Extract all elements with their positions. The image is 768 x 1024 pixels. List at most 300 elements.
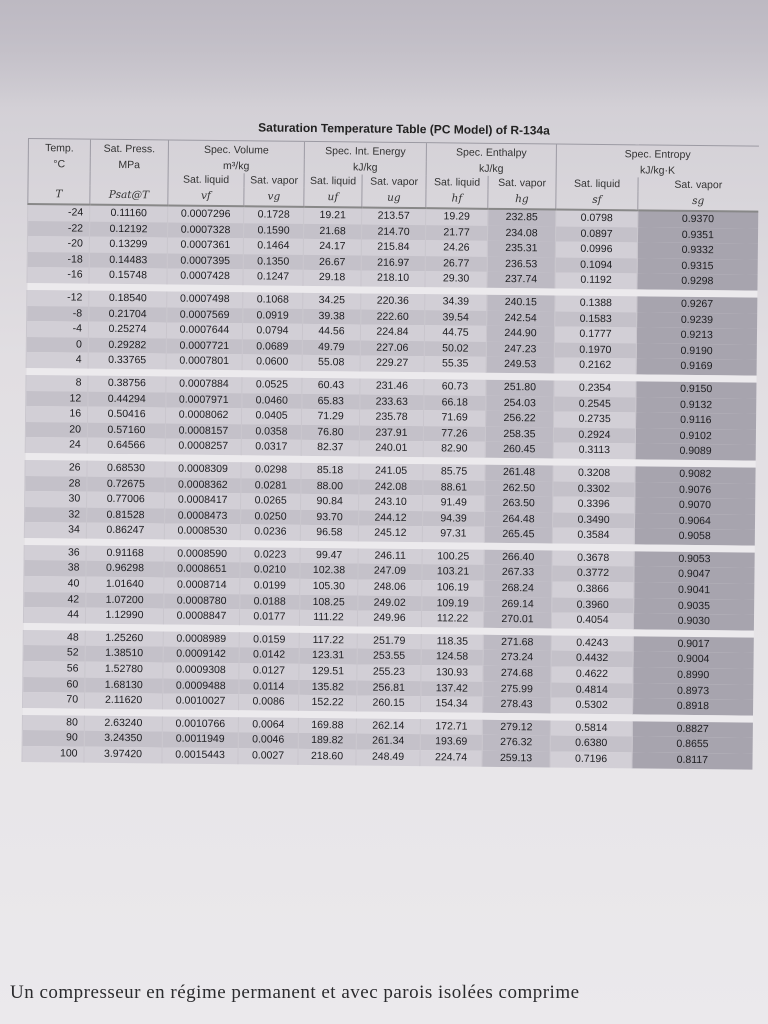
- table-cell: 0.0188: [240, 594, 300, 610]
- table-cell: 0.1247: [243, 270, 303, 286]
- table-cell: 0.0008590: [164, 546, 240, 562]
- table-cell: 0.12192: [89, 221, 167, 237]
- table-cell: 0.9213: [636, 328, 756, 345]
- table-cell: 0.9239: [637, 312, 757, 329]
- table-cell: 88.00: [301, 478, 359, 494]
- table-cell: 0.0250: [240, 509, 300, 525]
- table-cell: 0.0007428: [167, 269, 243, 285]
- table-cell: 90: [22, 730, 84, 746]
- header-vg-label: Sat. vapor: [244, 173, 304, 188]
- table-cell: -12: [27, 290, 89, 306]
- table-cell: 0.0689: [242, 339, 302, 355]
- table-cell: 0.0460: [242, 393, 302, 409]
- table-cell: 224.84: [360, 325, 424, 341]
- table-cell: 275.99: [483, 681, 551, 697]
- table-cell: 40: [24, 576, 86, 592]
- table-cell: 0.0007644: [166, 323, 242, 339]
- table-cell: 91.49: [423, 495, 485, 511]
- table-cell: 0.0008362: [165, 477, 241, 493]
- header-blank-1: [28, 171, 90, 186]
- table-cell: 269.14: [484, 596, 552, 612]
- table-cell: 34: [24, 522, 86, 538]
- table-cell: 0.9116: [636, 413, 756, 430]
- table-cell: 8: [26, 375, 88, 391]
- table-cell: 0.0007328: [167, 222, 243, 238]
- table-cell: 0.11160: [90, 205, 168, 222]
- table-cell: 242.08: [359, 479, 423, 495]
- table-cell: 0.0010766: [162, 716, 238, 732]
- table-cell: 244.90: [486, 326, 554, 342]
- table-cell: 124.58: [421, 650, 483, 666]
- table-cell: 0.2545: [554, 396, 636, 412]
- header-hg-symbol: hg: [488, 190, 556, 210]
- table-cell: 0.0127: [239, 663, 299, 679]
- table-cell: 260.45: [485, 442, 553, 458]
- table-cell: 264.48: [484, 511, 552, 527]
- table-cell: 0.5814: [550, 720, 632, 736]
- table-cell: 24.17: [303, 239, 361, 255]
- header-press: Sat. Press.: [90, 139, 168, 158]
- table-cell: 231.46: [360, 378, 424, 394]
- table-cell: 0.3584: [552, 528, 634, 544]
- table-cell: 105.30: [300, 579, 358, 595]
- table-cell: 0.1728: [244, 206, 304, 223]
- header-enthalpy-label: Spec. Enthalpy: [456, 146, 527, 160]
- table-cell: 36: [24, 545, 86, 561]
- header-ug-symbol: ug: [362, 189, 426, 209]
- table-cell: 0.0008257: [165, 439, 241, 455]
- table-cell: 1.38510: [85, 646, 163, 662]
- table-cell: 0.9004: [633, 652, 753, 669]
- table-cell: 261.34: [356, 734, 420, 750]
- table-cell: 0.3302: [553, 481, 635, 497]
- table-cell: 0.0405: [242, 408, 302, 424]
- table-cell: 0.8117: [632, 752, 752, 769]
- table-cell: 60: [23, 677, 85, 693]
- table-cell: 0.3772: [552, 566, 634, 582]
- table-cell: 0.50416: [88, 407, 166, 423]
- table-cell: 29.18: [303, 270, 361, 286]
- table-cell: 236.53: [487, 257, 555, 273]
- header-press-unit: MPa: [90, 158, 168, 173]
- table-cell: 0.0007971: [166, 392, 242, 408]
- table-cell: 0.0007395: [167, 253, 243, 269]
- table-cell: -20: [27, 236, 89, 252]
- table-body: [22, 204, 758, 769]
- table-cell: 0.9017: [633, 636, 753, 653]
- table-cell: 0.72675: [87, 476, 165, 492]
- table-cell: 26.77: [425, 256, 487, 272]
- table-cell: 65.83: [302, 393, 360, 409]
- table-cell: 241.05: [359, 463, 423, 479]
- table-cell: 0.0008530: [164, 524, 240, 540]
- table-cell: 90.84: [301, 494, 359, 510]
- table-cell: 0.3866: [552, 582, 634, 598]
- table-cell: 48: [23, 630, 85, 646]
- table-cell: 245.12: [358, 526, 422, 542]
- table-cell: 0.4054: [551, 613, 633, 629]
- header-hf-label: Sat. liquid: [426, 175, 488, 190]
- table-cell: 251.80: [486, 380, 554, 396]
- table-cell: 77.26: [423, 426, 485, 442]
- table-cell: 49.79: [302, 340, 360, 356]
- table-cell: 109.19: [422, 596, 484, 612]
- table-cell: 260.15: [357, 696, 421, 712]
- table-cell: 0.0358: [241, 424, 301, 440]
- table-cell: 0.0008780: [164, 593, 240, 609]
- table-cell: 0.1192: [555, 273, 637, 289]
- header-temp-symbol: T: [28, 185, 90, 205]
- table-cell: 29.30: [425, 272, 487, 288]
- table-cell: 0.77006: [87, 492, 165, 508]
- table-cell: 274.68: [483, 666, 551, 682]
- table-cell: 216.97: [361, 255, 425, 271]
- table-cell: 220.36: [361, 293, 425, 309]
- table-cell: 249.02: [358, 595, 422, 611]
- table-cell: 19.29: [426, 208, 488, 225]
- table-cell: 56: [23, 661, 85, 677]
- table-cell: 30: [25, 491, 87, 507]
- table-cell: 0.91168: [86, 546, 164, 562]
- table-cell: 237.91: [359, 425, 423, 441]
- table-cell: 0.0007361: [167, 238, 243, 254]
- table-cell: 0.0009308: [163, 662, 239, 678]
- table-cell: 268.24: [484, 581, 552, 597]
- table-cell: 0.8827: [632, 721, 752, 738]
- table-cell: 255.23: [357, 665, 421, 681]
- table-cell: 0.1583: [555, 311, 637, 327]
- table-cell: 0.44294: [88, 391, 166, 407]
- table-cell: 88.61: [423, 480, 485, 496]
- table-cell: 0.0142: [239, 648, 299, 664]
- table-cell: 0.9102: [635, 428, 755, 445]
- table-cell: 0.86247: [86, 523, 164, 539]
- table-cell: 0.0064: [238, 717, 298, 733]
- table-cell: 169.88: [298, 718, 356, 734]
- table-cell: 267.33: [484, 565, 552, 581]
- table-cell: 227.06: [360, 340, 424, 356]
- table-cell: 246.11: [358, 548, 422, 564]
- table-cell: 247.23: [486, 342, 554, 358]
- table-cell: 0.7196: [550, 752, 632, 768]
- table-cell: 135.82: [299, 679, 357, 695]
- table-cell: 0.9267: [637, 296, 757, 313]
- table-cell: 215.84: [361, 240, 425, 256]
- table-cell: 0.0996: [555, 242, 637, 258]
- table-cell: 0.0798: [556, 210, 638, 227]
- table-cell: 24.26: [425, 240, 487, 256]
- table-cell: 218.10: [361, 271, 425, 287]
- table-cell: 34.39: [425, 294, 487, 310]
- table-cell: 265.45: [484, 527, 552, 543]
- header-hg-label: Sat. vapor: [488, 176, 556, 191]
- table-cell: 0.96298: [86, 561, 164, 577]
- table-cell: 44.75: [424, 325, 486, 341]
- table-cell: 0.1068: [243, 292, 303, 308]
- table-cell: 0.9190: [636, 343, 756, 360]
- table-cell: 244.12: [358, 510, 422, 526]
- table-cell: 0.0007884: [166, 376, 242, 392]
- table-cell: 55.35: [424, 357, 486, 373]
- table-cell: 0.9047: [634, 567, 754, 584]
- table-cell: 172.71: [420, 719, 482, 735]
- table-cell: 248.49: [356, 749, 420, 765]
- table-cell: 117.22: [299, 633, 357, 649]
- table-cell: 0.9169: [636, 359, 756, 376]
- table-cell: 1.25260: [85, 630, 163, 646]
- table-cell: 0.0010027: [163, 694, 239, 710]
- table-cell: 42: [24, 592, 86, 608]
- table-cell: 0.0008473: [164, 508, 240, 524]
- table-cell: 249.53: [486, 357, 554, 373]
- table-cell: 259.13: [482, 751, 550, 767]
- table-cell: 0.0027: [238, 748, 298, 764]
- table-cell: 0.0008714: [164, 578, 240, 594]
- table-cell: 0.0008309: [165, 461, 241, 477]
- header-volume-label: Spec. Volume: [203, 143, 269, 157]
- table-cell: 0.4432: [551, 651, 633, 667]
- table-cell: 0.0317: [241, 440, 301, 456]
- header-sf-label: Sat. liquid: [556, 177, 638, 192]
- header-uf-label: Sat. liquid: [304, 174, 362, 189]
- table-cell: 99.47: [300, 548, 358, 564]
- header-uf-symbol: uf: [304, 188, 362, 208]
- table-cell: 0.2162: [554, 358, 636, 374]
- table-cell: 0.9058: [634, 529, 754, 546]
- table-cell: 0.2735: [554, 412, 636, 428]
- table-cell: 108.25: [300, 595, 358, 611]
- table-cell: 80: [22, 715, 84, 731]
- header-sg-label: Sat. vapor: [638, 177, 758, 192]
- table-cell: 0.8918: [633, 699, 753, 716]
- table-cell: 0.3960: [552, 597, 634, 613]
- table-title: Saturation Temperature Table (PC Model) of R-134a: [258, 120, 550, 138]
- header-vg-symbol: vg: [244, 187, 304, 207]
- table-cell: 251.79: [357, 633, 421, 649]
- table-cell: 152.22: [299, 695, 357, 711]
- r134a-saturation-table: [21, 138, 758, 769]
- table-cell: 0.0008847: [163, 609, 239, 625]
- table-cell: 0.0008651: [164, 562, 240, 578]
- table-cell: 85.75: [423, 464, 485, 480]
- table-cell: 0.4814: [551, 682, 633, 698]
- table-cell: 0.2924: [553, 427, 635, 443]
- table-cell: 263.50: [485, 496, 553, 512]
- table-cell: 154.34: [421, 696, 483, 712]
- table-cell: 130.93: [421, 665, 483, 681]
- table-cell: 0.38756: [88, 376, 166, 392]
- table-cell: 21.68: [303, 223, 361, 239]
- table-cell: 235.31: [487, 241, 555, 257]
- table-cell: 32: [24, 507, 86, 523]
- table-cell: 0.9370: [638, 210, 758, 228]
- table-cell: 233.63: [360, 394, 424, 410]
- table-cell: 0.9150: [636, 381, 756, 398]
- table-cell: 258.35: [485, 427, 553, 443]
- table-cell: 0.3396: [553, 497, 635, 513]
- table-cell: 0.0007296: [168, 205, 244, 222]
- table-cell: 237.74: [487, 272, 555, 288]
- header-energy: [304, 141, 426, 161]
- table-cell: 0.9315: [637, 258, 757, 275]
- table-cell: 0.3113: [553, 443, 635, 459]
- table-cell: 19.21: [304, 207, 362, 224]
- table-cell: 0.81528: [86, 507, 164, 523]
- table-cell: 0.0210: [240, 563, 300, 579]
- table-cell: 0.1970: [554, 342, 636, 358]
- table-cell: 0.9076: [635, 482, 755, 499]
- table-cell: 0.0177: [239, 609, 299, 625]
- table-cell: 0.0794: [242, 323, 302, 339]
- table-cell: 55.08: [302, 355, 360, 371]
- table-cell: 0.0011949: [162, 732, 238, 748]
- table-cell: 0.0525: [242, 377, 302, 393]
- header-vf-label: Sat. liquid: [168, 172, 244, 187]
- table-cell: 76.80: [301, 425, 359, 441]
- header-enthalpy-unit: kJ/kg: [426, 161, 556, 176]
- header-press-symbol: Psat@T: [90, 186, 168, 206]
- table-cell: 0.0265: [241, 493, 301, 509]
- table-cell: 0.0046: [238, 733, 298, 749]
- table-cell: 0.0007801: [166, 354, 242, 370]
- table-cell: 0.9041: [634, 582, 754, 599]
- table-cell: 1.68130: [85, 677, 163, 693]
- header-hf-symbol: hf: [426, 189, 488, 209]
- table-cell: 0.6380: [550, 736, 632, 752]
- table-cell: 0.3678: [552, 550, 634, 566]
- table-cell: 34.25: [303, 293, 361, 309]
- table-cell: 0.9351: [637, 227, 757, 244]
- table-cell: 0.64566: [87, 438, 165, 454]
- table-cell: 0.1590: [243, 223, 303, 239]
- header-vf-symbol: vf: [168, 186, 244, 206]
- table-cell: 0.9053: [634, 551, 754, 568]
- header-ug-label: Sat. vapor: [362, 175, 426, 190]
- table-cell: 0.9035: [634, 598, 754, 615]
- table-cell: 240.15: [487, 295, 555, 311]
- table-cell: 0.0281: [241, 478, 301, 494]
- table-cell: 71.69: [424, 410, 486, 426]
- table-cell: 0.1777: [554, 327, 636, 343]
- table-cell: 0.1094: [555, 257, 637, 273]
- table-cell: 103.21: [422, 565, 484, 581]
- table-cell: 1.12990: [85, 608, 163, 624]
- table-cell: -24: [28, 204, 90, 221]
- header-blank-2: [90, 172, 168, 187]
- table-cell: 111.22: [299, 610, 357, 626]
- header-energy-unit: kJ/kg: [304, 160, 426, 175]
- header-volume: [168, 140, 304, 160]
- table-cell: 0.0007721: [166, 338, 242, 354]
- table-cell: 0.9332: [637, 243, 757, 260]
- table-cell: 0.1464: [243, 238, 303, 254]
- table-cell: 0.0008989: [163, 631, 239, 647]
- table-cell: 129.51: [299, 664, 357, 680]
- table-cell: 0.29282: [88, 337, 166, 353]
- table-cell: 0: [26, 337, 88, 353]
- table-cell: 0.0007498: [167, 291, 243, 307]
- header-volume-unit: m³/kg: [168, 158, 304, 173]
- table-cell: 0.8990: [633, 667, 753, 684]
- table-cell: 0.15748: [89, 268, 167, 284]
- table-cell: 85.18: [301, 463, 359, 479]
- table-cell: 44: [23, 607, 85, 623]
- table-cell: 242.54: [487, 310, 555, 326]
- table-cell: -8: [27, 306, 89, 322]
- table-cell: 0.25274: [88, 322, 166, 338]
- table-cell: 189.82: [298, 733, 356, 749]
- table-cell: 0.0600: [242, 355, 302, 371]
- table-cell: 278.43: [483, 697, 551, 713]
- table-cell: 0.0114: [239, 679, 299, 695]
- table-cell: 0.0009142: [163, 647, 239, 663]
- table-cell: 2.63240: [84, 715, 162, 731]
- table-cell: 0.0015443: [162, 747, 238, 763]
- table-cell: 0.0008157: [165, 423, 241, 439]
- table-cell: 3.24350: [84, 731, 162, 747]
- table-cell: 0.0159: [239, 632, 299, 648]
- table-cell: 0.9089: [635, 444, 755, 461]
- table-cell: 0.0008417: [165, 493, 241, 509]
- header-temp: Temp.: [28, 139, 90, 158]
- table-cell: 0.8973: [633, 683, 753, 700]
- table-cell: 0.8655: [632, 737, 752, 754]
- table-cell: -22: [27, 221, 89, 237]
- table-cell: 12: [26, 391, 88, 407]
- table-cell: 4: [26, 352, 88, 368]
- table-cell: 0.21704: [89, 306, 167, 322]
- table-cell: 276.32: [482, 735, 550, 751]
- table-cell: 214.70: [361, 224, 425, 240]
- table-cell: 218.60: [298, 749, 356, 765]
- table-cell: 271.68: [483, 635, 551, 651]
- table-cell: 0.9082: [635, 466, 755, 483]
- table-cell: 261.48: [485, 465, 553, 481]
- header-energy-label: Spec. Int. Energy: [325, 145, 406, 158]
- table-cell: 21.77: [425, 225, 487, 241]
- table-cell: 0.14483: [89, 252, 167, 268]
- table-cell: 26: [25, 460, 87, 476]
- table-cell: 256.81: [357, 680, 421, 696]
- table-cell: 222.60: [361, 309, 425, 325]
- table-cell: 2.11620: [85, 693, 163, 709]
- table-cell: 0.33765: [88, 353, 166, 369]
- table-cell: 97.31: [422, 526, 484, 542]
- table-cell: 52: [23, 645, 85, 661]
- table-cell: 0.3490: [552, 512, 634, 528]
- table-cell: 82.90: [423, 441, 485, 457]
- table-cell: 0.1388: [555, 295, 637, 311]
- table-cell: 0.4622: [551, 667, 633, 683]
- table-cell: 253.55: [357, 649, 421, 665]
- table-cell: 262.50: [485, 480, 553, 496]
- table-cell: -18: [27, 252, 89, 268]
- table-cell: -4: [26, 321, 88, 337]
- header-entropy-unit: kJ/kg·K: [556, 163, 758, 179]
- table-cell: 254.03: [486, 395, 554, 411]
- table-cell: 193.69: [420, 735, 482, 751]
- table-cell: 0.9070: [635, 497, 755, 514]
- table-cell: 213.57: [362, 207, 426, 224]
- table-cell: 0.0007569: [167, 307, 243, 323]
- table-cell: 118.35: [421, 634, 483, 650]
- table-cell: 0.0897: [555, 226, 637, 242]
- table-cell: 24: [25, 437, 87, 453]
- body-text-line: Un compresseur en régime permanent et avec parois isolées comprime: [10, 982, 580, 1003]
- table-cell: 1.01640: [86, 577, 164, 593]
- table-cell: 100.25: [422, 549, 484, 565]
- table-cell: 262.14: [356, 718, 420, 734]
